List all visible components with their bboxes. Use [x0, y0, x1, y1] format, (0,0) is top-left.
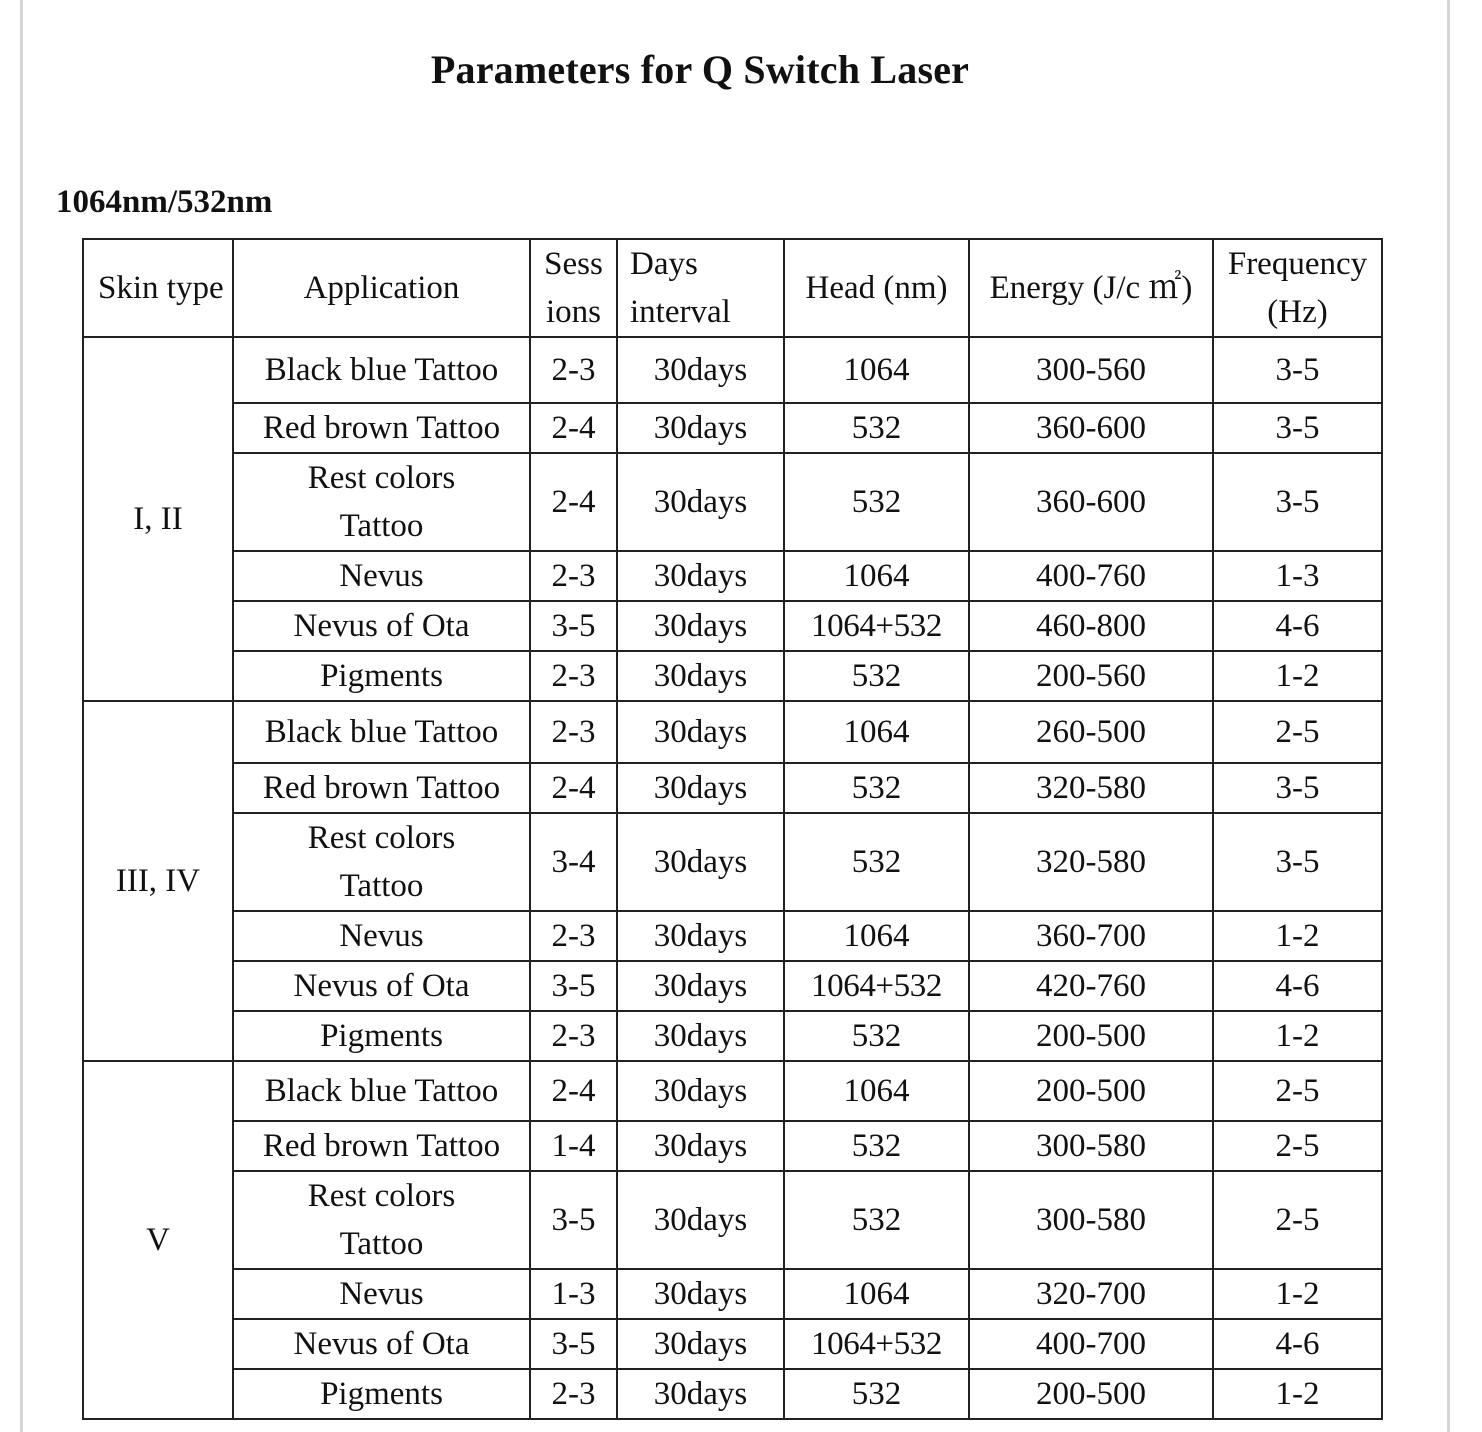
table-row [83, 453, 1382, 551]
sessions-cell: 3-5 [530, 1171, 617, 1269]
frequency-cell: 2-5 [1213, 1121, 1382, 1171]
head-cell: 532 [784, 813, 969, 911]
table-row [83, 1319, 1382, 1369]
head-cell: 532 [784, 763, 969, 813]
days-cell: 30days [617, 701, 784, 763]
skin-type-cell: III, IV [83, 701, 233, 1061]
frequency-cell: 3-5 [1213, 763, 1382, 813]
energy-cell: 360-600 [969, 403, 1213, 453]
sessions-cell: 1-4 [530, 1121, 617, 1171]
frequency-cell: 1-2 [1213, 1369, 1382, 1419]
header-skin-type: Skin type [83, 239, 233, 337]
head-cell: 1064 [784, 551, 969, 601]
table-row [83, 403, 1382, 453]
head-cell: 1064+532 [784, 1319, 969, 1369]
frequency-cell: 2-5 [1213, 701, 1382, 763]
days-cell: 30days [617, 1319, 784, 1369]
days-cell: 30days [617, 911, 784, 961]
energy-cell: 200-500 [969, 1061, 1213, 1121]
sessions-cell: 3-5 [530, 961, 617, 1011]
table-row [83, 601, 1382, 651]
energy-cell: 420-760 [969, 961, 1213, 1011]
header-head: Head (nm) [784, 239, 969, 337]
frequency-cell: 1-3 [1213, 551, 1382, 601]
application-cell: Rest colors Tattoo [233, 453, 530, 551]
application-cell: Black blue Tattoo [233, 701, 530, 763]
days-cell: 30days [617, 551, 784, 601]
application-cell: Pigments [233, 1369, 530, 1419]
table-row [83, 1171, 1382, 1269]
header-energy: Energy (J/c ㎡) [969, 239, 1213, 337]
application-cell: Red brown Tattoo [233, 763, 530, 813]
application-cell: Nevus of Ota [233, 961, 530, 1011]
sessions-cell: 2-3 [530, 551, 617, 601]
head-cell: 1064+532 [784, 961, 969, 1011]
laser-parameters-table [82, 238, 1383, 1420]
sessions-cell: 2-3 [530, 911, 617, 961]
header-sessions: Sess ions [530, 239, 617, 337]
sessions-cell: 2-3 [530, 651, 617, 701]
days-cell: 30days [617, 1369, 784, 1419]
sessions-cell: 1-3 [530, 1269, 617, 1319]
frequency-cell: 3-5 [1213, 813, 1382, 911]
head-cell: 1064+532 [784, 601, 969, 651]
table-row [83, 337, 1382, 403]
days-cell: 30days [617, 453, 784, 551]
head-cell: 532 [784, 1121, 969, 1171]
head-cell: 1064 [784, 1269, 969, 1319]
days-cell: 30days [617, 1061, 784, 1121]
head-cell: 532 [784, 403, 969, 453]
frequency-cell: 1-2 [1213, 651, 1382, 701]
energy-cell: 300-560 [969, 337, 1213, 403]
application-cell: Nevus [233, 1269, 530, 1319]
days-cell: 30days [617, 961, 784, 1011]
sessions-cell: 2-3 [530, 1011, 617, 1061]
application-cell: Nevus of Ota [233, 1319, 530, 1369]
energy-cell: 200-500 [969, 1011, 1213, 1061]
energy-cell: 400-700 [969, 1319, 1213, 1369]
table-header-row [83, 239, 1382, 337]
header-days-interval: Days interval [617, 239, 784, 337]
sessions-cell: 2-4 [530, 403, 617, 453]
days-cell: 30days [617, 1011, 784, 1061]
table-row [83, 551, 1382, 601]
days-cell: 30days [617, 601, 784, 651]
head-cell: 532 [784, 1011, 969, 1061]
application-cell: Rest colors Tattoo [233, 813, 530, 911]
table-row [83, 1269, 1382, 1319]
days-cell: 30days [617, 403, 784, 453]
table-row [83, 1011, 1382, 1061]
head-cell: 532 [784, 1171, 969, 1269]
days-cell: 30days [617, 1269, 784, 1319]
table-row [83, 1121, 1382, 1171]
table-row [83, 763, 1382, 813]
sessions-cell: 2-4 [530, 1061, 617, 1121]
frequency-cell: 3-5 [1213, 403, 1382, 453]
table-row [83, 911, 1382, 961]
table-row [83, 1061, 1382, 1121]
frequency-cell: 4-6 [1213, 1319, 1382, 1369]
energy-cell: 460-800 [969, 601, 1213, 651]
frequency-cell: 1-2 [1213, 911, 1382, 961]
application-cell: Rest colors Tattoo [233, 1171, 530, 1269]
application-cell: Nevus [233, 551, 530, 601]
table-row [83, 651, 1382, 701]
application-cell: Pigments [233, 651, 530, 701]
sessions-cell: 3-5 [530, 1319, 617, 1369]
sessions-cell: 2-3 [530, 1369, 617, 1419]
days-cell: 30days [617, 813, 784, 911]
sessions-cell: 2-4 [530, 763, 617, 813]
application-cell: Red brown Tattoo [233, 1121, 530, 1171]
energy-cell: 400-760 [969, 551, 1213, 601]
head-cell: 532 [784, 1369, 969, 1419]
application-cell: Nevus [233, 911, 530, 961]
head-cell: 532 [784, 651, 969, 701]
frequency-cell: 3-5 [1213, 453, 1382, 551]
energy-cell: 300-580 [969, 1121, 1213, 1171]
days-cell: 30days [617, 651, 784, 701]
frequency-cell: 3-5 [1213, 337, 1382, 403]
table-row [83, 1369, 1382, 1419]
energy-cell: 320-580 [969, 813, 1213, 911]
days-cell: 30days [617, 1171, 784, 1269]
frequency-cell: 1-2 [1213, 1269, 1382, 1319]
frequency-cell: 2-5 [1213, 1061, 1382, 1121]
skin-type-cell: I, II [83, 337, 233, 701]
page-title: Parameters for Q Switch Laser [430, 47, 970, 92]
sessions-cell: 3-4 [530, 813, 617, 911]
wavelength-subtitle: 1064nm/532nm [56, 184, 273, 220]
energy-cell: 260-500 [969, 701, 1213, 763]
sessions-cell: 3-5 [530, 601, 617, 651]
application-cell: Black blue Tattoo [233, 337, 530, 403]
head-cell: 532 [784, 453, 969, 551]
energy-cell: 360-600 [969, 453, 1213, 551]
application-cell: Nevus of Ota [233, 601, 530, 651]
application-cell: Red brown Tattoo [233, 403, 530, 453]
energy-cell: 200-560 [969, 651, 1213, 701]
head-cell: 1064 [784, 911, 969, 961]
energy-cell: 320-580 [969, 763, 1213, 813]
days-cell: 30days [617, 763, 784, 813]
sessions-cell: 2-3 [530, 701, 617, 763]
sessions-cell: 2-4 [530, 453, 617, 551]
head-cell: 1064 [784, 337, 969, 403]
head-cell: 1064 [784, 701, 969, 763]
table-row [83, 701, 1382, 763]
energy-cell: 200-500 [969, 1369, 1213, 1419]
days-cell: 30days [617, 1121, 784, 1171]
frequency-cell: 2-5 [1213, 1171, 1382, 1269]
frequency-cell: 1-2 [1213, 1011, 1382, 1061]
table-row [83, 961, 1382, 1011]
application-cell: Black blue Tattoo [233, 1061, 530, 1121]
header-frequency: Frequency (Hz) [1213, 239, 1382, 337]
skin-type-cell: V [83, 1061, 233, 1419]
application-cell: Pigments [233, 1011, 530, 1061]
head-cell: 1064 [784, 1061, 969, 1121]
table-row [83, 813, 1382, 911]
frequency-cell: 4-6 [1213, 601, 1382, 651]
energy-cell: 360-700 [969, 911, 1213, 961]
energy-cell: 320-700 [969, 1269, 1213, 1319]
header-application: Application [233, 239, 530, 337]
days-cell: 30days [617, 337, 784, 403]
energy-cell: 300-580 [969, 1171, 1213, 1269]
frequency-cell: 4-6 [1213, 961, 1382, 1011]
sessions-cell: 2-3 [530, 337, 617, 403]
